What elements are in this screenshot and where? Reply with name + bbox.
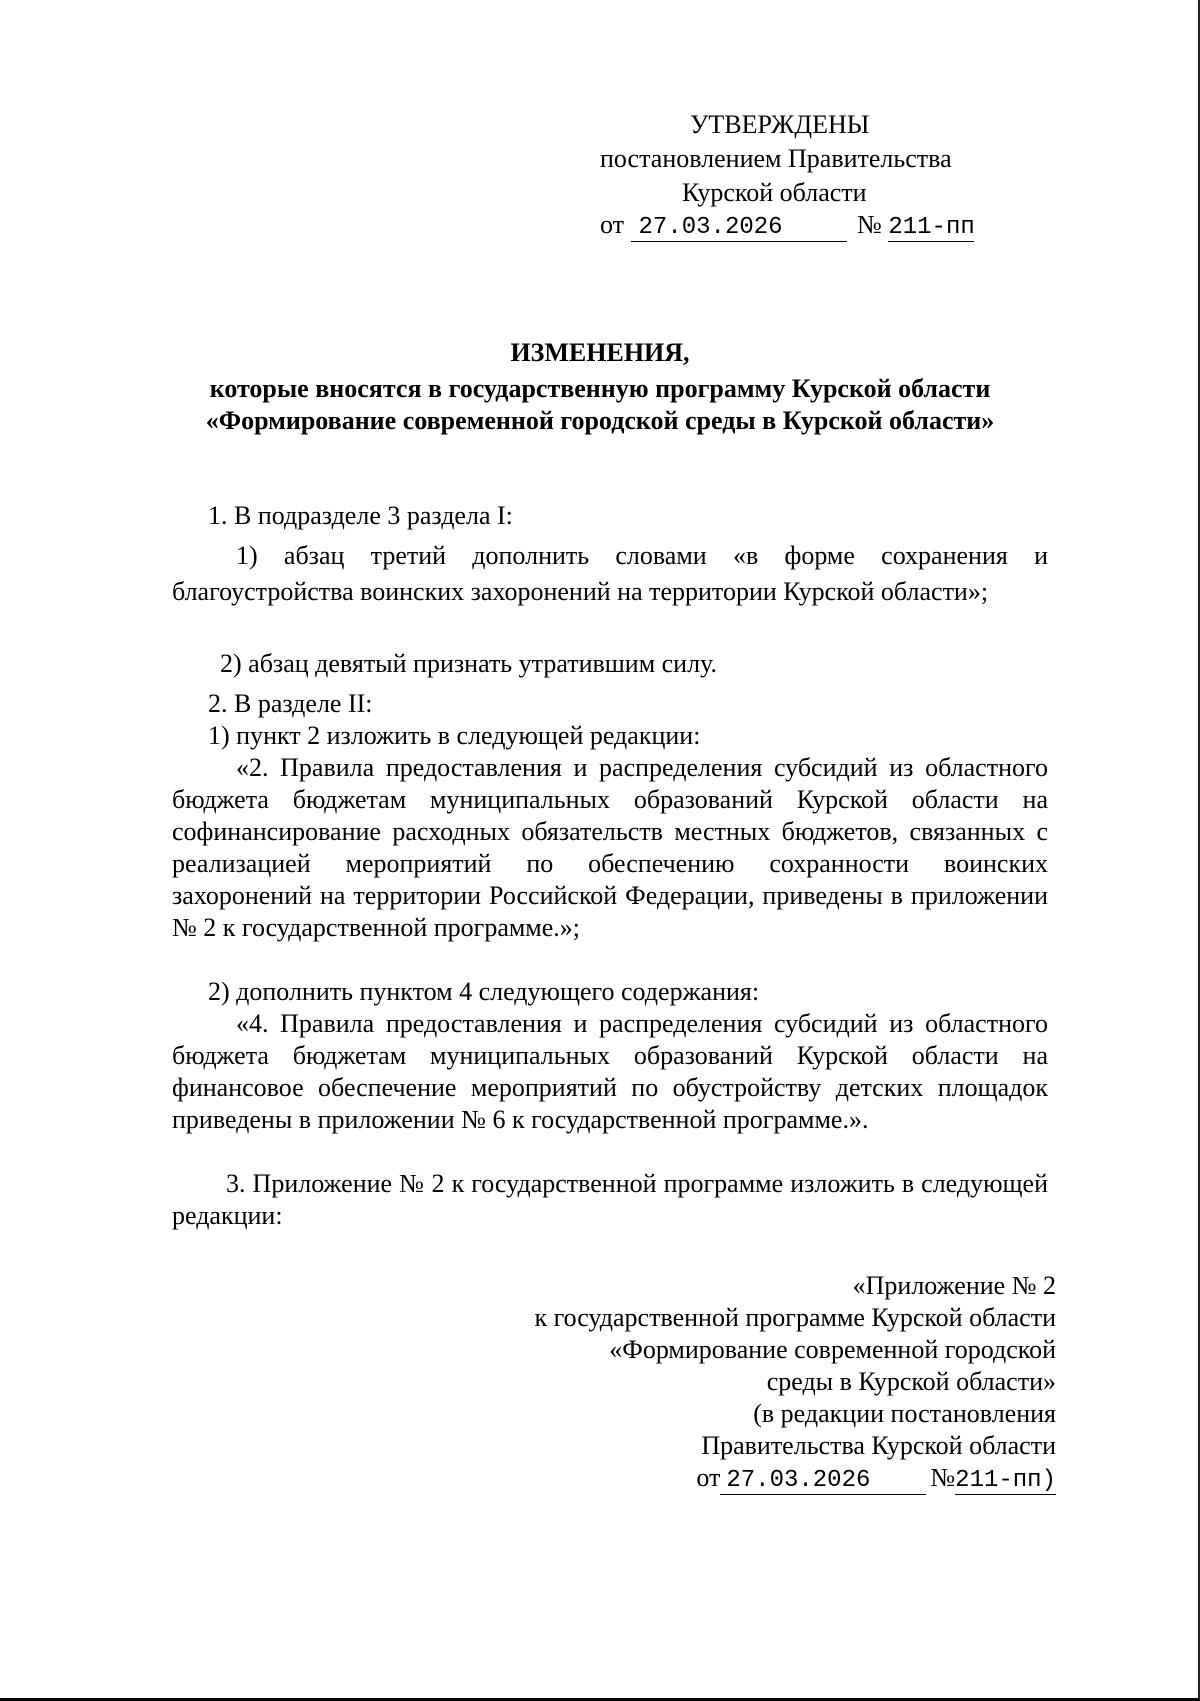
document-title: ИЗМЕНЕНИЯ, <box>510 338 690 367</box>
paragraph-2-item-1: 1) пункт 2 изложить в следующей редакции: <box>208 721 701 750</box>
appendix-line-5: (в редакции постановления <box>753 1399 1056 1428</box>
document-subtitle-1: которые вносятся в государственную программу Курской области <box>209 374 991 403</box>
appendix-date-line <box>456 1462 1056 1495</box>
appendix-date: 27.03.2026 <box>720 1468 926 1495</box>
appendix-block <box>456 1270 1056 1495</box>
paragraph-2-item-1-text: «2. Правила предоставления и распределения субсидий из областного бюджета бюджетам муниципальных образований Курской области на софинансирование расходных обязательств местных бюджетов, связанных с реализацией мероприятий по обеспечению сохранности воинских захоронений на территории Российской Федерации, приведены в приложении № 2 к государственной программе.»; <box>172 753 1048 942</box>
appendix-date-prefix: от <box>696 1463 721 1492</box>
paragraph-1: 1. В подразделе 3 раздела I: <box>208 501 513 530</box>
document-subtitle-2: «Формирование современной городской среды в Курской области» <box>205 406 995 435</box>
paragraph-2-item-2-text: «4. Правила предоставления и распределения субсидий из областного бюджета бюджетам муниципальных образований Курской области на финансовое обеспечение мероприятий по обустройству детских площадок приведены в приложении № 6 к государственной программе.». <box>172 1009 1048 1134</box>
paragraph-3: 3. Приложение № 2 к государственной программе изложить в следующей редакции: <box>172 1169 1048 1230</box>
appendix-number-prefix: № <box>930 1463 956 1492</box>
paragraph-1-item-2: 2) абзац девятый признать утратившим силу. <box>220 649 717 678</box>
approval-number: 211-пп <box>888 214 975 241</box>
paragraph-2: 2. В разделе II: <box>208 689 373 718</box>
approval-date-line <box>600 208 974 242</box>
paragraph-1-item-1: 1) абзац третий дополнить словами «в форме сохранения и благоустройства воинских захоронений на территории Курской области»; <box>172 541 1048 606</box>
approval-line-3: Курской области <box>682 178 867 207</box>
approval-date: 27.03.2026 <box>631 215 847 242</box>
approval-line-2: постановлением Правительства <box>600 144 952 173</box>
paragraph-2-item-2: 2) дополнить пунктом 4 следующего содержания: <box>208 977 760 1006</box>
appendix-number: 211-пп) <box>955 1467 1056 1494</box>
appendix-line-4: среды в Курской области» <box>766 1367 1056 1396</box>
appendix-line-6: Правительства Курской области <box>701 1431 1056 1460</box>
appendix-line-3: «Формирование современной городской <box>609 1335 1056 1364</box>
approval-number-prefix: № <box>857 210 882 239</box>
approval-date-prefix: от <box>600 210 625 239</box>
approval-title: УТВЕРЖДЕНЫ <box>690 110 870 139</box>
appendix-line-1: «Приложение № 2 <box>852 1271 1056 1300</box>
appendix-line-2: к государственной программе Курской области <box>534 1303 1056 1332</box>
